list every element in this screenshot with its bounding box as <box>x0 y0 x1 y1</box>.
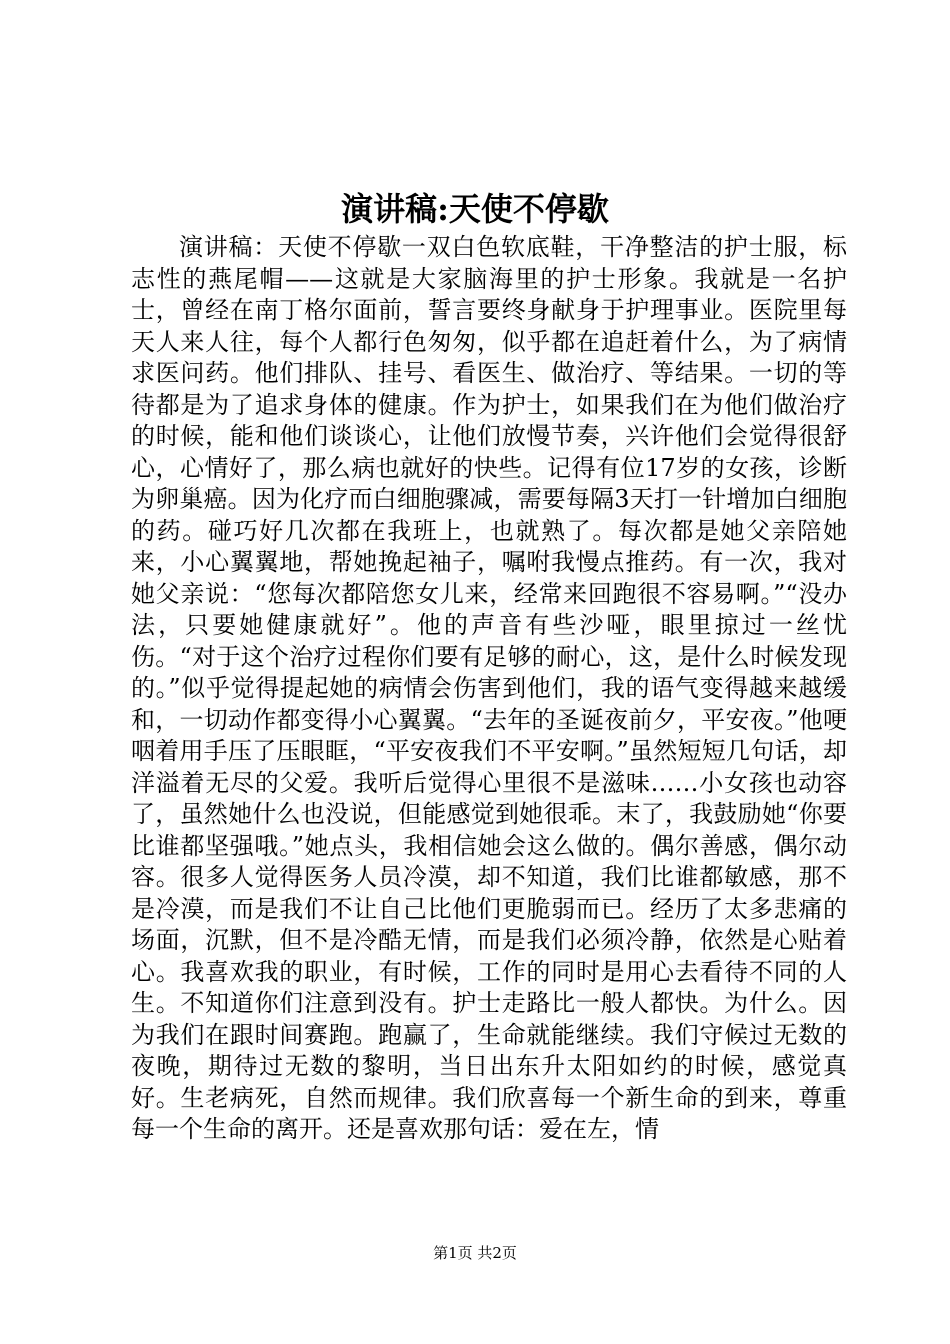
body-paragraph: 演讲稿：天使不停歇一双白色软底鞋，干净整洁的护士服，标志性的燕尾帽——这就是大家脑海里的护士形象。我就是一名护士，曾经在南丁格尔面前，誓言要终身献身于护理事业。医院里每天人来人往，每个人都行色匆匆，似乎都在追赶着什么，为了病情求医问药。他们排队、挂号、看医生、做治疗、等结果。一切的等待都是为了追求身体的健康。作为护士，如果我们在为他们做治疗的时候，能和他们谈谈心，让他们放慢节奏，兴许他们会觉得很舒心，心情好了，那么病也就好的快些。记得有位17岁的女孩，诊断为卵巢癌。因为化疗而白细胞骤减，需要每隔3天打一针增加白细胞的药。碰巧好几次都在我班上，也就熟了。每次都是她父亲陪她来，小心翼翼地，帮她挽起袖子，嘱咐我慢点推药。有一次，我对她父亲说：“您每次都陪您女儿来，经常来回跑很不容易啊。”“没办法，只要她健康就好”。他的声音有些沙哑，眼里掠过一丝忧伤。“对于这个治疗过程你们要有足够的耐心，这，是什么时候发现的。”似乎觉得提起她的病情会伤害到他们，我的语气变得越来越缓和，一切动作都变得小心翼翼。“去年的圣诞夜前夕，平安夜。”他哽咽着用手压了压眼眶，“平安夜我们不平安啊。”虽然短短几句话，却洋溢着无尽的父爱。我听后觉得心里很不是滋味……小女孩也动容了，虽然她什么也没说，但能感觉到她很乖。末了，我鼓励她“你要比谁都坚强哦。”她点头，我相信她会这么做的。偶尔善感，偶尔动容。很多人觉得医务人员冷漠，却不知道，我们比谁都敏感，那不是冷漠，而是我们不让自己比他们更脆弱而已。经历了太多悲痛的场面，沉默，但不是冷酷无情，而是我们必须冷静，依然是心贴着心。我喜欢我的职业，有时候，工作的同时是用心去看待不同的人生。不知道你们注意到没有。护士走路比一般人都快。为什么。因为我们在跟时间赛跑。跑赢了，生命就能继续。我们守候过无数的夜晚，期待过无数的黎明，当日出东升太阳如约的时候，感觉真好。生老病死，自然而规律。我们欣喜每一个新生命的到来，尊重每一个生命的离开。还是喜欢那句话：爱在左，情 <box>131 233 847 1143</box>
page-footer: 第1页 共2页 <box>433 1244 517 1262</box>
document-title: 演讲稿:天使不停歇 <box>341 190 609 228</box>
